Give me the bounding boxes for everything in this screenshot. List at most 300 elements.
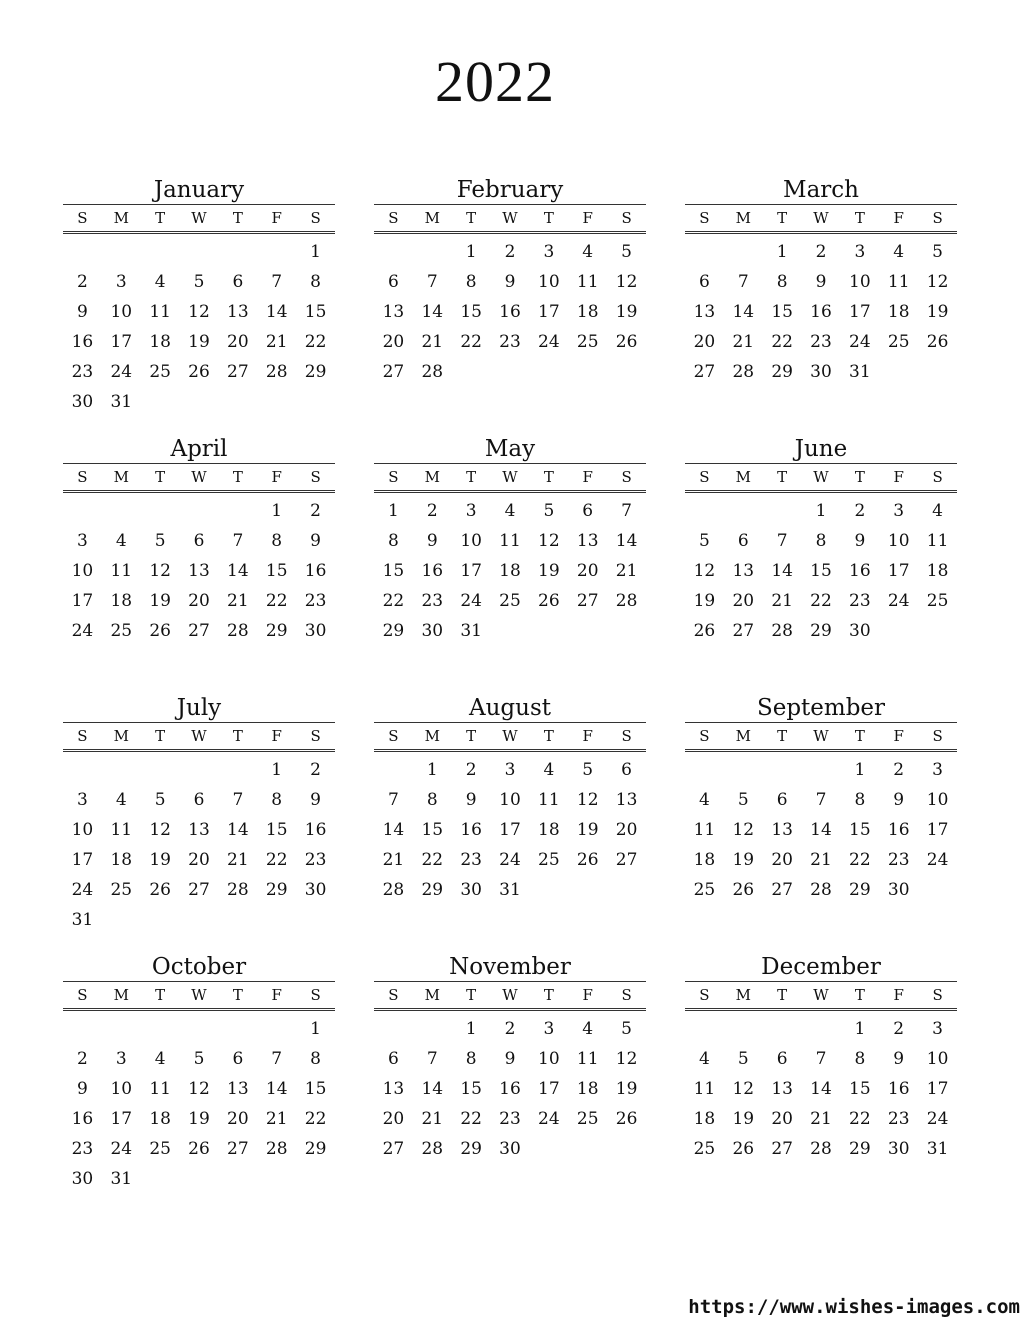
day-cell: 22 xyxy=(265,591,288,611)
empty-cell xyxy=(374,237,413,267)
day-cell: 17 xyxy=(926,1079,949,1099)
day-cell: 6 xyxy=(232,1049,244,1069)
day-cell: 20 xyxy=(227,332,249,352)
weekday-label: S xyxy=(621,727,632,745)
weekday-label: F xyxy=(893,986,904,1004)
weekday-label: T xyxy=(232,209,243,227)
weekday-label: M xyxy=(735,986,751,1004)
weekday-label: F xyxy=(893,727,904,745)
day-cell: 6 xyxy=(776,790,788,810)
day-cell: 17 xyxy=(538,302,560,322)
day-cell: 31 xyxy=(110,1169,133,1189)
weekday-label: S xyxy=(77,986,88,1004)
weekday-label: T xyxy=(854,986,865,1004)
day-cell: 1 xyxy=(776,242,788,262)
day-cell: 14 xyxy=(421,1079,444,1099)
month-march xyxy=(685,176,957,387)
empty-cell xyxy=(413,1014,452,1044)
day-cell: 13 xyxy=(732,561,755,581)
day-cell: 23 xyxy=(421,591,444,611)
day-cell: 26 xyxy=(188,362,210,382)
empty-cell xyxy=(218,237,257,267)
day-cell: 21 xyxy=(227,591,249,611)
day-cell: 19 xyxy=(693,591,716,611)
day-cell: 19 xyxy=(576,820,599,840)
day-cell: 11 xyxy=(576,272,599,292)
weekday-label: S xyxy=(932,986,943,1004)
day-cell: 28 xyxy=(810,880,832,900)
weekday-label: M xyxy=(735,727,751,745)
weekday-label: W xyxy=(502,468,518,486)
day-cell: 2 xyxy=(310,760,321,780)
day-cell: 29 xyxy=(849,1139,871,1159)
day-cell: 20 xyxy=(576,561,599,581)
day-cell: 14 xyxy=(265,1079,288,1099)
day-cell: 9 xyxy=(815,272,827,292)
day-cell: 28 xyxy=(732,362,755,382)
month-name: November xyxy=(449,954,571,980)
month-december xyxy=(685,953,957,1164)
day-cell: 29 xyxy=(265,880,288,900)
day-cell: 30 xyxy=(887,1139,910,1159)
day-cell: 14 xyxy=(810,1079,832,1099)
weekday-label: M xyxy=(113,468,129,486)
day-cell: 18 xyxy=(693,1109,716,1129)
month-may xyxy=(374,435,646,646)
day-cell: 8 xyxy=(854,790,866,810)
day-cell: 22 xyxy=(849,850,871,870)
day-cell: 28 xyxy=(421,1139,444,1159)
day-cell: 5 xyxy=(154,790,166,810)
day-cell: 22 xyxy=(304,332,327,352)
day-cell: 25 xyxy=(576,332,599,352)
weekday-label: W xyxy=(502,209,518,227)
day-cell: 7 xyxy=(737,272,749,292)
day-cell: 4 xyxy=(115,531,127,551)
day-grid xyxy=(685,1011,957,1164)
day-cell: 18 xyxy=(693,850,716,870)
empty-cell xyxy=(763,755,802,785)
day-grid xyxy=(685,752,957,905)
day-cell: 25 xyxy=(693,1139,716,1159)
empty-cell xyxy=(102,1014,141,1044)
month-name: December xyxy=(761,954,881,980)
empty-cell xyxy=(63,755,102,785)
empty-cell xyxy=(63,1014,102,1044)
day-cell: 14 xyxy=(810,820,832,840)
weekday-label: S xyxy=(77,727,88,745)
empty-cell xyxy=(685,496,724,526)
month-june xyxy=(685,435,957,646)
day-grid xyxy=(374,752,646,905)
day-cell: 20 xyxy=(615,820,638,840)
empty-cell xyxy=(102,496,141,526)
empty-cell xyxy=(180,755,219,785)
weekday-label: S xyxy=(699,468,710,486)
empty-cell xyxy=(685,1014,724,1044)
day-cell: 25 xyxy=(693,880,716,900)
weekday-label: F xyxy=(893,209,904,227)
empty-cell xyxy=(802,1014,841,1044)
day-cell: 22 xyxy=(421,850,444,870)
day-cell: 7 xyxy=(621,501,632,521)
day-cell: 12 xyxy=(538,531,560,551)
day-cell: 27 xyxy=(227,362,249,382)
month-october xyxy=(63,953,335,1194)
day-cell: 13 xyxy=(382,302,405,322)
day-cell: 17 xyxy=(71,591,94,611)
day-cell: 11 xyxy=(538,790,560,810)
day-cell: 23 xyxy=(499,1109,521,1129)
weekday-label: S xyxy=(388,209,399,227)
day-cell: 2 xyxy=(893,760,905,780)
day-cell: 15 xyxy=(460,302,482,322)
weekday-label: W xyxy=(813,209,829,227)
day-cell: 19 xyxy=(188,332,210,352)
day-cell: 28 xyxy=(227,621,249,641)
day-cell: 5 xyxy=(193,272,205,292)
day-cell: 21 xyxy=(421,1109,444,1129)
day-cell: 5 xyxy=(932,242,943,262)
day-cell: 13 xyxy=(382,1079,405,1099)
day-cell: 25 xyxy=(110,621,133,641)
day-cell: 23 xyxy=(71,1139,94,1159)
day-cell: 23 xyxy=(460,850,482,870)
weekday-label: T xyxy=(466,209,477,227)
day-cell: 21 xyxy=(227,850,249,870)
day-cell: 12 xyxy=(576,790,599,810)
day-cell: 2 xyxy=(426,501,438,521)
day-cell: 11 xyxy=(887,272,910,292)
day-cell: 31 xyxy=(110,392,133,412)
day-cell: 22 xyxy=(771,332,793,352)
weekday-label: S xyxy=(310,727,321,745)
empty-cell xyxy=(218,755,257,785)
day-cell: 16 xyxy=(887,1079,910,1099)
day-cell: 12 xyxy=(188,302,210,322)
weekday-label: F xyxy=(582,209,593,227)
day-cell: 9 xyxy=(854,531,866,551)
day-cell: 12 xyxy=(693,561,716,581)
day-cell: 9 xyxy=(504,1049,516,1069)
weekday-header xyxy=(63,722,335,752)
empty-cell xyxy=(724,237,763,267)
day-cell: 13 xyxy=(188,561,210,581)
day-cell: 18 xyxy=(926,561,949,581)
day-cell: 26 xyxy=(576,850,599,870)
day-cell: 24 xyxy=(538,1109,560,1129)
day-cell: 9 xyxy=(504,272,516,292)
day-cell: 7 xyxy=(815,1049,827,1069)
day-cell: 1 xyxy=(854,1019,866,1039)
day-cell: 28 xyxy=(227,880,249,900)
day-cell: 16 xyxy=(887,820,910,840)
day-cell: 4 xyxy=(154,1049,166,1069)
day-cell: 1 xyxy=(854,760,866,780)
day-cell: 18 xyxy=(149,1109,171,1129)
day-cell: 25 xyxy=(926,591,949,611)
weekday-label: S xyxy=(310,468,321,486)
day-cell: 14 xyxy=(732,302,755,322)
day-cell: 26 xyxy=(926,332,949,352)
day-cell: 16 xyxy=(71,332,94,352)
weekday-header xyxy=(374,463,646,493)
day-cell: 17 xyxy=(926,820,949,840)
day-cell: 5 xyxy=(621,242,632,262)
day-cell: 20 xyxy=(771,850,793,870)
day-cell: 17 xyxy=(110,332,133,352)
day-cell: 24 xyxy=(538,332,560,352)
day-cell: 28 xyxy=(615,591,638,611)
weekday-label: T xyxy=(232,986,243,1004)
day-cell: 19 xyxy=(732,1109,755,1129)
day-cell: 5 xyxy=(699,531,710,551)
day-cell: 19 xyxy=(188,1109,210,1129)
day-cell: 2 xyxy=(77,272,88,292)
empty-cell xyxy=(374,1014,413,1044)
day-cell: 29 xyxy=(771,362,793,382)
day-cell: 10 xyxy=(887,531,910,551)
day-cell: 26 xyxy=(615,1109,638,1129)
day-cell: 30 xyxy=(460,880,482,900)
weekday-label: T xyxy=(543,209,554,227)
day-cell: 17 xyxy=(538,1079,560,1099)
weekday-label: T xyxy=(232,468,243,486)
day-cell: 9 xyxy=(77,1079,88,1099)
day-cell: 19 xyxy=(149,591,171,611)
weekday-label: S xyxy=(310,209,321,227)
day-cell: 30 xyxy=(810,362,832,382)
day-cell: 8 xyxy=(310,272,321,292)
weekday-label: T xyxy=(543,468,554,486)
weekday-label: M xyxy=(424,727,440,745)
day-cell: 13 xyxy=(188,820,210,840)
day-cell: 27 xyxy=(693,362,716,382)
weekday-label: T xyxy=(466,986,477,1004)
day-cell: 11 xyxy=(926,531,949,551)
day-cell: 18 xyxy=(538,820,560,840)
day-cell: 30 xyxy=(849,621,871,641)
day-cell: 31 xyxy=(71,910,94,930)
day-cell: 16 xyxy=(810,302,832,322)
day-cell: 3 xyxy=(543,1019,555,1039)
day-cell: 23 xyxy=(849,591,871,611)
day-cell: 13 xyxy=(771,1079,793,1099)
day-cell: 7 xyxy=(426,272,438,292)
weekday-label: T xyxy=(543,727,554,745)
footer-url: https://www.wishes-images.com xyxy=(688,1296,1020,1318)
empty-cell xyxy=(802,755,841,785)
day-cell: 29 xyxy=(382,621,405,641)
day-cell: 27 xyxy=(771,1139,793,1159)
day-grid xyxy=(374,234,646,387)
month-july xyxy=(63,694,335,935)
day-cell: 24 xyxy=(71,621,94,641)
day-cell: 18 xyxy=(149,332,171,352)
empty-cell xyxy=(141,755,180,785)
day-cell: 4 xyxy=(699,790,710,810)
day-cell: 17 xyxy=(71,850,94,870)
day-cell: 5 xyxy=(621,1019,632,1039)
day-cell: 13 xyxy=(771,820,793,840)
day-cell: 4 xyxy=(154,272,166,292)
day-cell: 10 xyxy=(849,272,871,292)
day-cell: 21 xyxy=(421,332,444,352)
day-cell: 6 xyxy=(582,501,594,521)
weekday-header xyxy=(63,463,335,493)
day-cell: 10 xyxy=(538,272,560,292)
day-cell: 14 xyxy=(382,820,405,840)
day-cell: 18 xyxy=(887,302,910,322)
day-cell: 2 xyxy=(310,501,321,521)
day-cell: 24 xyxy=(887,591,910,611)
weekday-label: S xyxy=(388,727,399,745)
day-cell: 16 xyxy=(71,1109,94,1129)
day-cell: 16 xyxy=(304,561,327,581)
month-april xyxy=(63,435,335,646)
day-cell: 15 xyxy=(265,820,288,840)
empty-cell xyxy=(257,1014,296,1044)
day-cell: 1 xyxy=(465,242,477,262)
day-cell: 8 xyxy=(465,1049,477,1069)
day-cell: 8 xyxy=(271,531,283,551)
day-cell: 24 xyxy=(71,880,94,900)
day-cell: 24 xyxy=(110,1139,133,1159)
day-cell: 21 xyxy=(732,332,755,352)
day-cell: 29 xyxy=(304,1139,327,1159)
day-cell: 25 xyxy=(499,591,521,611)
day-cell: 14 xyxy=(421,302,444,322)
day-cell: 3 xyxy=(932,760,943,780)
empty-cell xyxy=(102,237,141,267)
day-cell: 2 xyxy=(465,760,477,780)
day-cell: 31 xyxy=(926,1139,949,1159)
day-cell: 15 xyxy=(849,820,871,840)
weekday-header xyxy=(374,722,646,752)
day-cell: 29 xyxy=(421,880,444,900)
day-cell: 14 xyxy=(265,302,288,322)
empty-cell xyxy=(102,755,141,785)
weekday-label: T xyxy=(777,209,788,227)
day-cell: 5 xyxy=(543,501,555,521)
day-cell: 10 xyxy=(71,820,94,840)
day-cell: 6 xyxy=(388,272,399,292)
day-cell: 3 xyxy=(893,501,905,521)
weekday-header xyxy=(685,204,957,234)
day-cell: 31 xyxy=(849,362,871,382)
weekday-label: M xyxy=(424,468,440,486)
day-cell: 6 xyxy=(193,531,205,551)
day-cell: 27 xyxy=(188,621,210,641)
day-cell: 24 xyxy=(926,1109,949,1129)
day-cell: 13 xyxy=(693,302,716,322)
day-cell: 15 xyxy=(460,1079,482,1099)
day-cell: 9 xyxy=(310,531,321,551)
day-cell: 2 xyxy=(815,242,827,262)
day-cell: 19 xyxy=(615,302,638,322)
day-cell: 28 xyxy=(810,1139,832,1159)
month-name: March xyxy=(783,177,859,203)
day-cell: 26 xyxy=(149,880,171,900)
weekday-header xyxy=(374,981,646,1011)
weekday-label: M xyxy=(113,727,129,745)
day-cell: 20 xyxy=(188,591,210,611)
weekday-label: S xyxy=(932,468,943,486)
day-cell: 10 xyxy=(71,561,94,581)
day-cell: 12 xyxy=(149,561,171,581)
day-cell: 29 xyxy=(460,1139,482,1159)
month-name: October xyxy=(151,954,247,980)
page-title: 2022 xyxy=(435,49,555,114)
empty-cell xyxy=(63,237,102,267)
day-cell: 26 xyxy=(732,880,755,900)
weekday-label: S xyxy=(699,727,710,745)
weekday-label: T xyxy=(155,727,166,745)
empty-cell xyxy=(63,496,102,526)
day-cell: 18 xyxy=(576,1079,599,1099)
weekday-label: W xyxy=(191,468,207,486)
day-cell: 3 xyxy=(77,531,88,551)
day-cell: 4 xyxy=(115,790,127,810)
weekday-label: S xyxy=(310,986,321,1004)
day-cell: 3 xyxy=(465,501,477,521)
day-cell: 3 xyxy=(115,1049,127,1069)
day-cell: 17 xyxy=(110,1109,133,1129)
day-cell: 12 xyxy=(732,820,755,840)
day-cell: 26 xyxy=(538,591,560,611)
day-cell: 5 xyxy=(582,760,594,780)
day-cell: 12 xyxy=(615,272,638,292)
weekday-label: S xyxy=(77,468,88,486)
day-cell: 5 xyxy=(154,531,166,551)
day-cell: 26 xyxy=(615,332,638,352)
weekday-header xyxy=(374,204,646,234)
day-cell: 7 xyxy=(232,790,244,810)
day-cell: 20 xyxy=(732,591,755,611)
day-grid xyxy=(63,1011,335,1194)
day-cell: 17 xyxy=(499,820,521,840)
empty-cell xyxy=(141,496,180,526)
weekday-label: T xyxy=(466,727,477,745)
day-cell: 21 xyxy=(265,332,288,352)
day-cell: 8 xyxy=(310,1049,321,1069)
weekday-label: T xyxy=(854,468,865,486)
weekday-label: S xyxy=(388,986,399,1004)
day-grid xyxy=(685,234,957,387)
day-cell: 3 xyxy=(854,242,866,262)
empty-cell xyxy=(180,237,219,267)
day-cell: 26 xyxy=(732,1139,755,1159)
day-cell: 31 xyxy=(460,621,482,641)
day-cell: 6 xyxy=(699,272,710,292)
day-cell: 9 xyxy=(77,302,88,322)
day-grid xyxy=(63,752,335,935)
weekday-label: W xyxy=(813,727,829,745)
weekday-header xyxy=(685,722,957,752)
day-cell: 1 xyxy=(815,501,827,521)
day-cell: 6 xyxy=(621,760,632,780)
weekday-label: W xyxy=(191,986,207,1004)
day-cell: 25 xyxy=(149,362,171,382)
day-cell: 29 xyxy=(265,621,288,641)
day-cell: 4 xyxy=(543,760,555,780)
day-cell: 21 xyxy=(382,850,405,870)
weekday-label: F xyxy=(271,727,282,745)
weekday-label: F xyxy=(582,727,593,745)
day-cell: 14 xyxy=(771,561,793,581)
day-cell: 25 xyxy=(576,1109,599,1129)
month-name: August xyxy=(468,695,551,721)
